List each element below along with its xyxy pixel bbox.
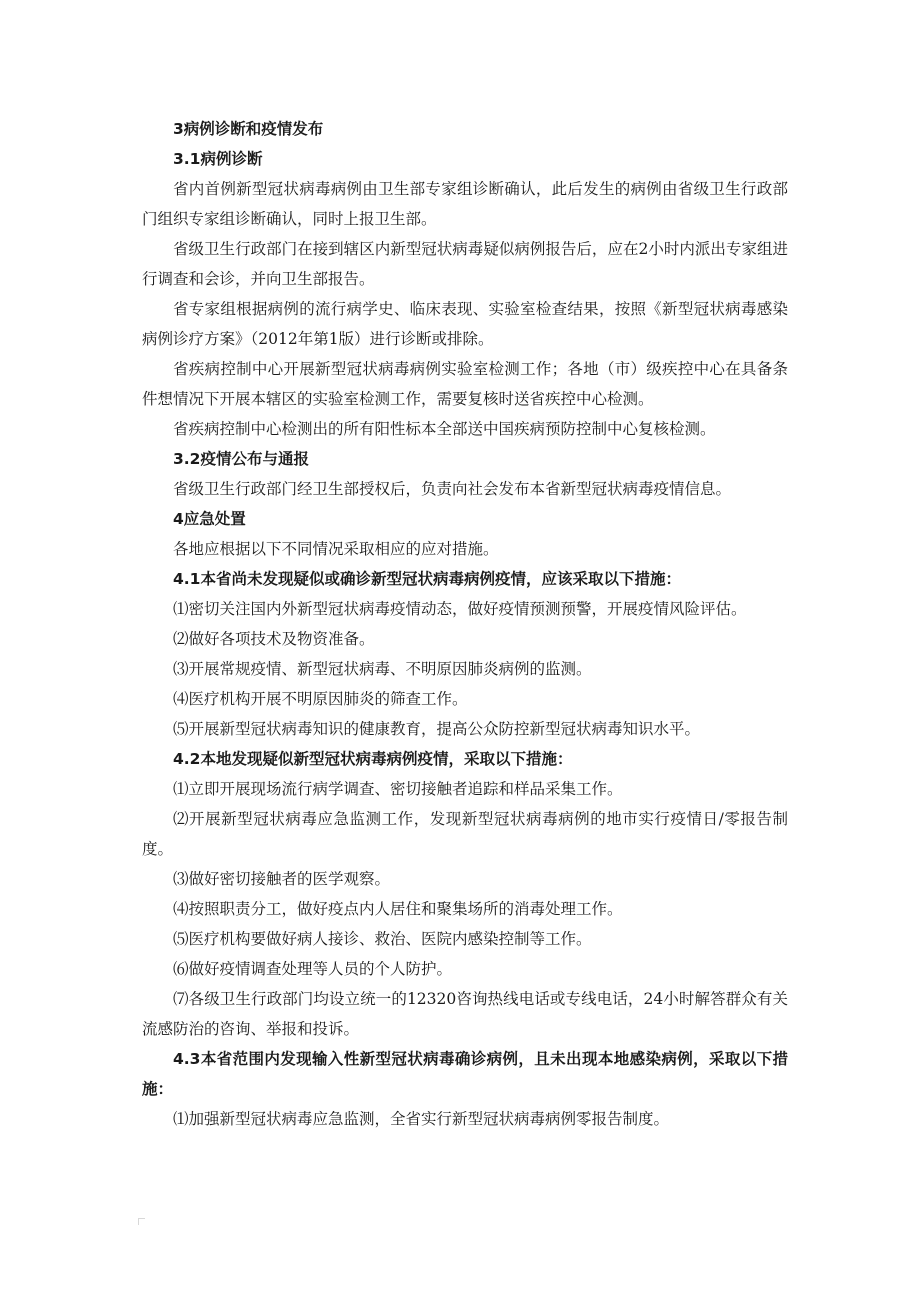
list-item: ⑶开展常规疫情、新型冠状病毒、不明原因肺炎病例的监测。 [173, 660, 592, 678]
list-item: ⑵做好各项技术及物资准备。 [173, 630, 375, 648]
list-item: ⑴加强新型冠状病毒应急监测，全省实行新型冠状病毒病例零报告制度。 [173, 1110, 670, 1128]
section-heading-4: 4应急处置 [173, 510, 246, 528]
list-item: ⑵开展新型冠状病毒应急监测工作，发现新型冠状病毒病例的地市实行疫情日/零报告制度。 [142, 810, 788, 858]
paragraph: 省疾病控制中心开展新型冠状病毒病例实验室检测工作；各地（市）级疾控中心在具备条件想情况下开展本辖区的实验室检测工作，需要复核时送省疾控中心检测。 [142, 360, 788, 408]
list-item: ⑴密切关注国内外新型冠状病毒疫情动态，做好疫情预测预警，开展疫情风险评估。 [173, 600, 747, 618]
section-heading-3: 3病例诊断和疫情发布 [173, 120, 324, 138]
paragraph: 各地应根据以下不同情况采取相应的应对措施。 [173, 540, 499, 558]
list-item: ⑸医疗机构要做好病人接诊、救治、医院内感染控制等工作。 [173, 930, 592, 948]
list-item: ⑹做好疫情调查处理等人员的个人防护。 [173, 960, 453, 978]
paragraph: 省级卫生行政部门在接到辖区内新型冠状病毒疑似病例报告后，应在2小时内派出专家组进行调查和会诊，并向卫生部报告。 [142, 240, 788, 288]
section-heading-3-2: 3.2疫情公布与通报 [173, 450, 309, 468]
list-item: ⑶做好密切接触者的医学观察。 [173, 870, 391, 888]
section-heading-3-1: 3.1病例诊断 [173, 150, 263, 168]
paragraph: 省内首例新型冠状病毒病例由卫生部专家组诊断确认，此后发生的病例由省级卫生行政部门组织专家组诊断确认，同时上报卫生部。 [142, 180, 788, 228]
list-item: ⑴立即开展现场流行病学调查、密切接触者追踪和样品采集工作。 [173, 780, 623, 798]
document-body [142, 114, 788, 1134]
paragraph: 省疾病控制中心检测出的所有阳性标本全部送中国疾病预防控制中心复核检测。 [173, 420, 716, 438]
section-heading-4-1: 4.1本省尚未发现疑似或确诊新型冠状病毒病例疫情，应该采取以下措施： [173, 570, 681, 588]
section-heading-4-3: 4.3本省范围内发现输入性新型冠状病毒确诊病例，且未出现本地感染病例，采取以下措施： [142, 1050, 788, 1098]
list-item: ⑺各级卫生行政部门均设立统一的12320咨询热线电话或专线电话，24小时解答群众有关流感防治的咨询、举报和投诉。 [142, 990, 788, 1038]
paragraph: 省级卫生行政部门经卫生部授权后，负责向社会发布本省新型冠状病毒疫情信息。 [173, 480, 732, 498]
corner-mark [138, 1218, 145, 1225]
list-item: ⑸开展新型冠状病毒知识的健康教育，提高公众防控新型冠状病毒知识水平。 [173, 720, 701, 738]
paragraph: 省专家组根据病例的流行病学史、临床表现、实验室检查结果，按照《新型冠状病毒感染病例诊疗方案》（2012年第1版）进行诊断或排除。 [142, 300, 788, 348]
section-heading-4-2: 4.2本地发现疑似新型冠状病毒病例疫情，采取以下措施： [173, 750, 573, 768]
list-item: ⑷医疗机构开展不明原因肺炎的筛查工作。 [173, 690, 468, 708]
list-item: ⑷按照职责分工，做好疫点内人居住和聚集场所的消毒处理工作。 [173, 900, 623, 918]
